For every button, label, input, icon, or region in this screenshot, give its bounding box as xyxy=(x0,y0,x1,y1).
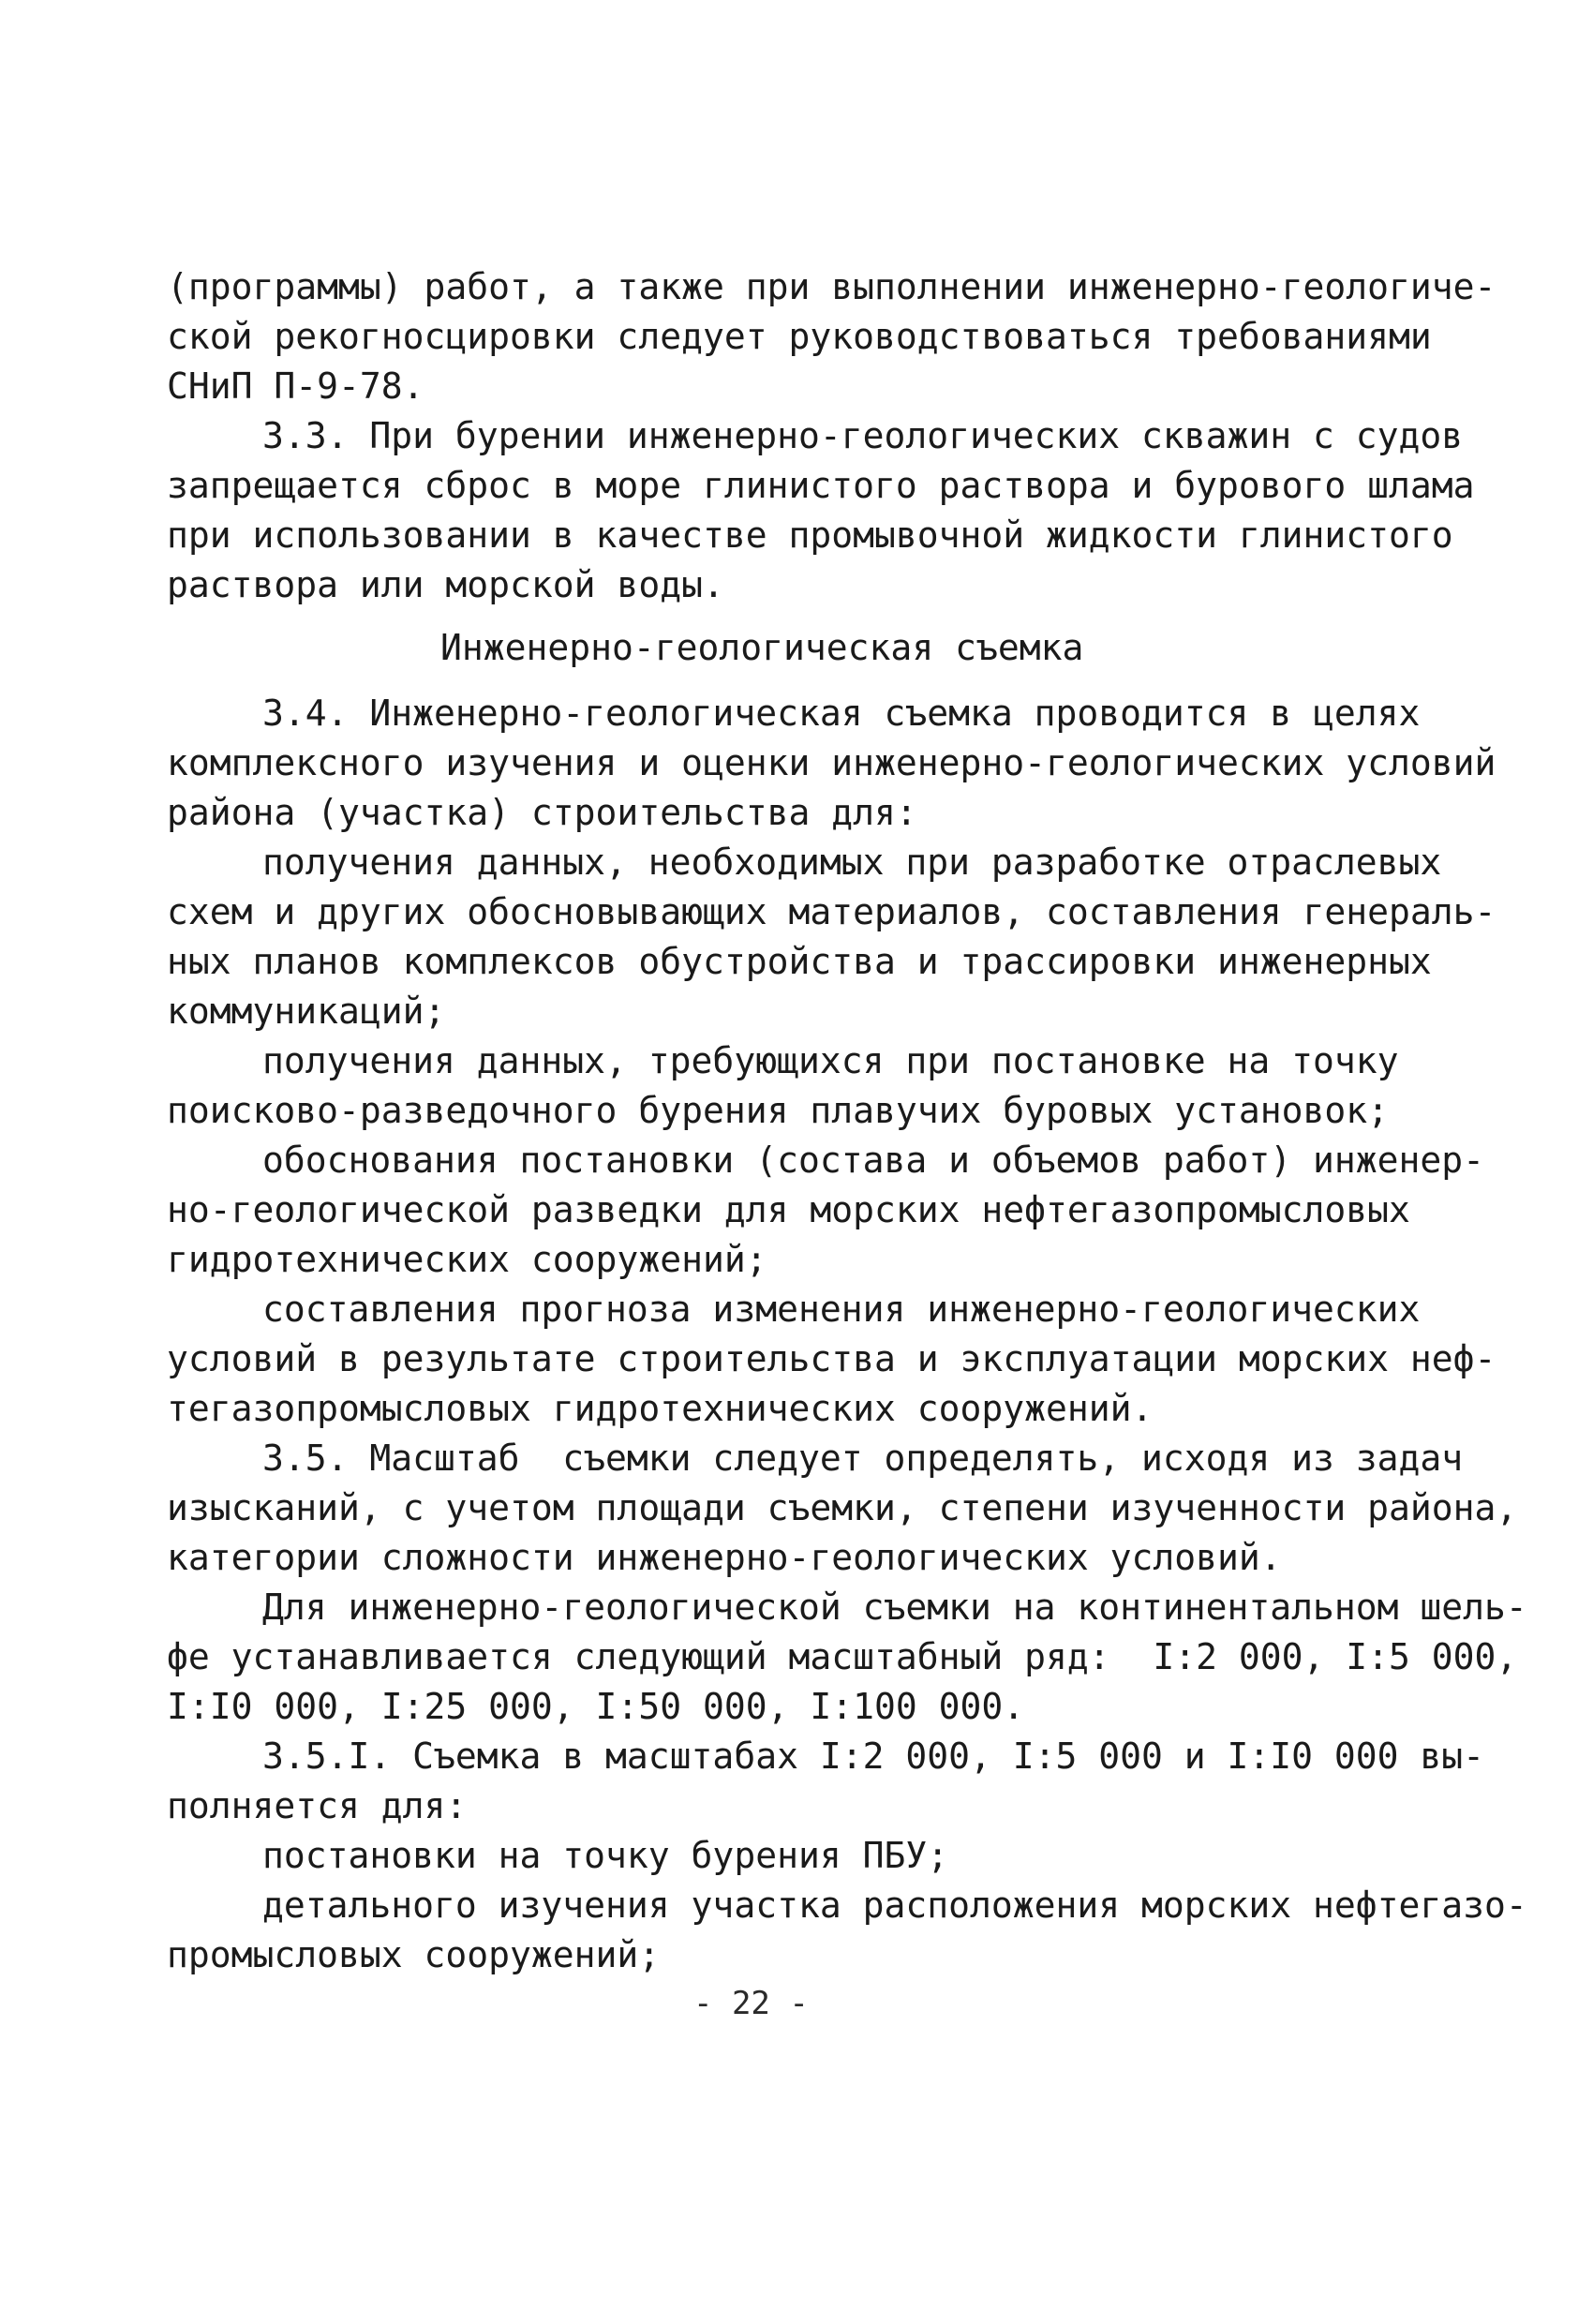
text-line: постановки на точку бурения ПБУ; xyxy=(262,1835,949,1876)
section-heading: Инженерно-геологическая съемка xyxy=(440,627,1084,668)
text-line: полняется для: xyxy=(167,1785,468,1826)
text-line: 3.5. Масштаб съемки следует определять, исходя из задач xyxy=(262,1438,1464,1479)
text-line: получения данных, требующихся при постановке на точку xyxy=(262,1040,1399,1081)
text-line: поисково-разведочного бурения плавучих буровых установок; xyxy=(167,1090,1390,1131)
page-number: - 22 - xyxy=(693,1985,809,2022)
text-line: 3.5.I. Съемка в масштабах I:2 000, I:5 000 и I:I0 000 вы- xyxy=(262,1736,1485,1777)
text-line: района (участка) строительства для: xyxy=(167,792,917,833)
text-line: тегазопромысловых гидротехнических сооружений. xyxy=(167,1388,1154,1429)
text-line: Для инженерно-геологической съемки на континентальном шель- xyxy=(262,1587,1527,1628)
text-line: запрещается сброс в море глинистого раствора и бурового шлама xyxy=(167,465,1475,506)
text-line: ных планов комплексов обустройства и трассировки инженерных xyxy=(167,941,1432,982)
text-line: I:I0 000, I:25 000, I:50 000, I:100 000. xyxy=(167,1686,1025,1727)
text-line: детального изучения участка расположения морских нефтегазо- xyxy=(262,1885,1527,1926)
text-line: получения данных, необходимых при разработке отраслевых xyxy=(262,842,1442,883)
text-line: условий в результате строительства и эксплуатации морских неф- xyxy=(167,1338,1496,1379)
text-line: раствора или морской воды. xyxy=(167,564,724,605)
text-line: категории сложности инженерно-геологических условий. xyxy=(167,1537,1282,1578)
text-line: коммуникаций; xyxy=(167,991,446,1032)
text-line: промысловых сооружений; xyxy=(167,1934,661,1975)
text-line: составления прогноза изменения инженерно-геологических xyxy=(262,1289,1421,1330)
text-line: СНиП П-9-78. xyxy=(167,365,424,407)
text-line: при использовании в качестве промывочной жидкости глинистого xyxy=(167,514,1453,556)
text-line: 3.3. При бурении инженерно-геологических скважин с судов xyxy=(262,415,1464,456)
text-line: ской рекогносцировки следует руководствоваться требованиями xyxy=(167,316,1432,357)
text-line: 3.4. Инженерно-геологическая съемка проводится в целях xyxy=(262,693,1421,734)
text-line: схем и других обосновывающих материалов, составления генераль- xyxy=(167,891,1496,932)
text-line: обоснования постановки (состава и объемов работ) инженер- xyxy=(262,1140,1485,1181)
text-line: (программы) работ, а также при выполнении инженерно-геологиче- xyxy=(167,266,1496,307)
text-line: гидротехнических сооружений; xyxy=(167,1239,767,1280)
text-line: изысканий, с учетом площади съемки, степени изученности района, xyxy=(167,1487,1518,1528)
text-line: комплексного изучения и оценки инженерно-геологических условий xyxy=(167,742,1496,783)
text-line: но-геологической разведки для морских нефтегазопромысловых xyxy=(167,1189,1410,1230)
text-line: фе устанавливается следующий масштабный ряд: I:2 000, I:5 000, xyxy=(167,1636,1518,1677)
